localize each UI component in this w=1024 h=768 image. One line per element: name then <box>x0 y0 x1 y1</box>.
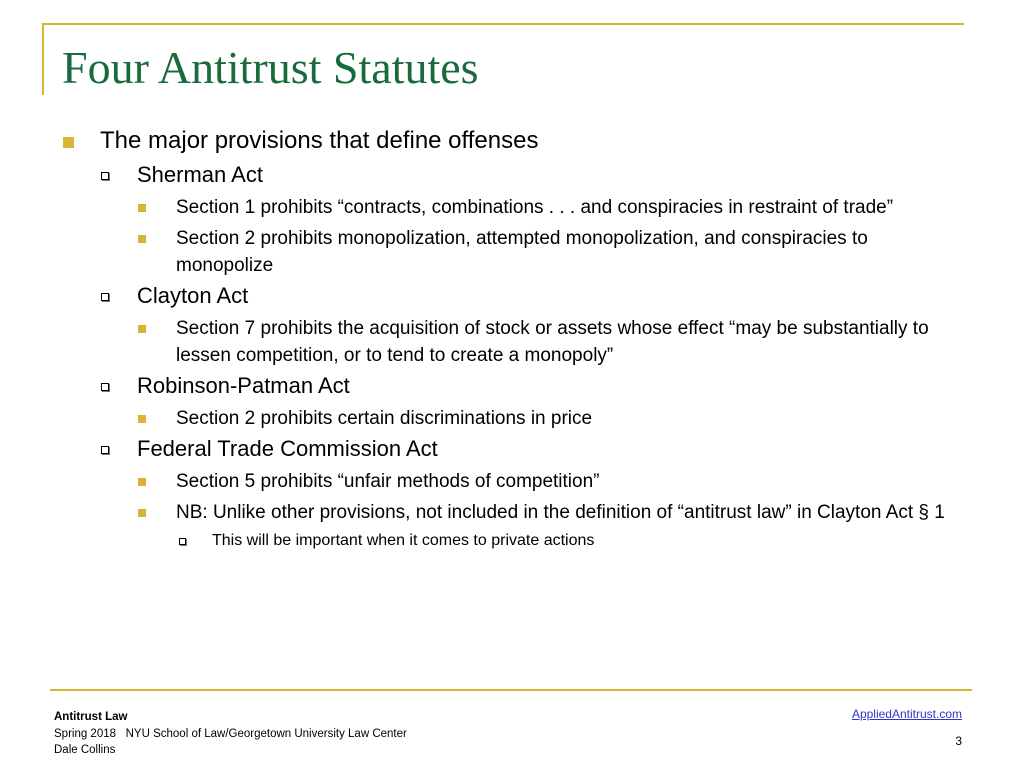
provision-text: Section 5 prohibits “unfair methods of competition” <box>176 471 600 492</box>
hollow-square-bullet-icon <box>101 293 109 301</box>
provision-item <box>0 194 1024 221</box>
provision-item <box>0 405 1024 432</box>
square-bullet-icon <box>138 415 146 423</box>
footer-author: Dale Collins <box>54 744 116 756</box>
square-bullet-icon <box>138 478 146 486</box>
provision-text: Section 2 prohibits certain discriminations in price <box>176 408 593 429</box>
act-name: Sherman Act <box>137 162 263 187</box>
square-bullet-icon <box>138 509 146 517</box>
provision-item <box>0 468 1024 495</box>
subnote-text: This will be important when it comes to private actions <box>212 532 595 549</box>
act-name: Clayton Act <box>137 283 249 308</box>
provision-item <box>0 315 1024 369</box>
act-name: Robinson-Patman Act <box>137 373 350 398</box>
act-item-sherman <box>0 160 1024 190</box>
act-item-clayton <box>0 281 1024 311</box>
square-bullet-icon <box>138 204 146 212</box>
footer-rule <box>50 689 972 691</box>
square-bullet-icon <box>138 325 146 333</box>
heading-item <box>0 124 1024 158</box>
footer-course-title: Antitrust Law <box>54 711 128 723</box>
provision-text: Section 2 prohibits monopolization, attempted monopolization, and conspiracies to monopolize <box>176 228 868 276</box>
act-item-ftc <box>0 434 1024 464</box>
hollow-square-bullet-icon <box>101 446 109 454</box>
provision-text: Section 7 prohibits the acquisition of stock or assets whose effect “may be substantially to lessen competition, or to tend to create a monopoly” <box>176 318 929 366</box>
top-accent-rule <box>42 23 964 25</box>
provision-text: Section 1 prohibits “contracts, combinations . . . and conspiracies in restraint of trade” <box>176 197 894 218</box>
footer-term: Spring 2018 NYU School of Law/Georgetown University Law Center <box>54 728 407 740</box>
square-bullet-icon <box>63 137 74 148</box>
left-accent-rule <box>42 23 44 95</box>
hollow-square-bullet-icon <box>179 538 186 545</box>
provision-item <box>0 499 1024 526</box>
footer-site-link[interactable]: AppliedAntitrust.com <box>851 707 962 721</box>
act-item-robinson-patman <box>0 371 1024 401</box>
subnote-item <box>0 530 1024 552</box>
provision-item <box>0 225 1024 279</box>
hollow-square-bullet-icon <box>101 383 109 391</box>
heading-text: The major provisions that define offenses <box>100 127 539 154</box>
slide-content <box>0 124 1024 552</box>
hollow-square-bullet-icon <box>101 172 109 180</box>
act-name: Federal Trade Commission Act <box>137 436 438 461</box>
slide-title: Four Antitrust Statutes <box>62 42 479 93</box>
square-bullet-icon <box>138 235 146 243</box>
page-number: 3 <box>955 734 962 748</box>
provision-text: NB: Unlike other provisions, not included in the definition of “antitrust law” in Clayton Act § 1 <box>176 502 945 523</box>
